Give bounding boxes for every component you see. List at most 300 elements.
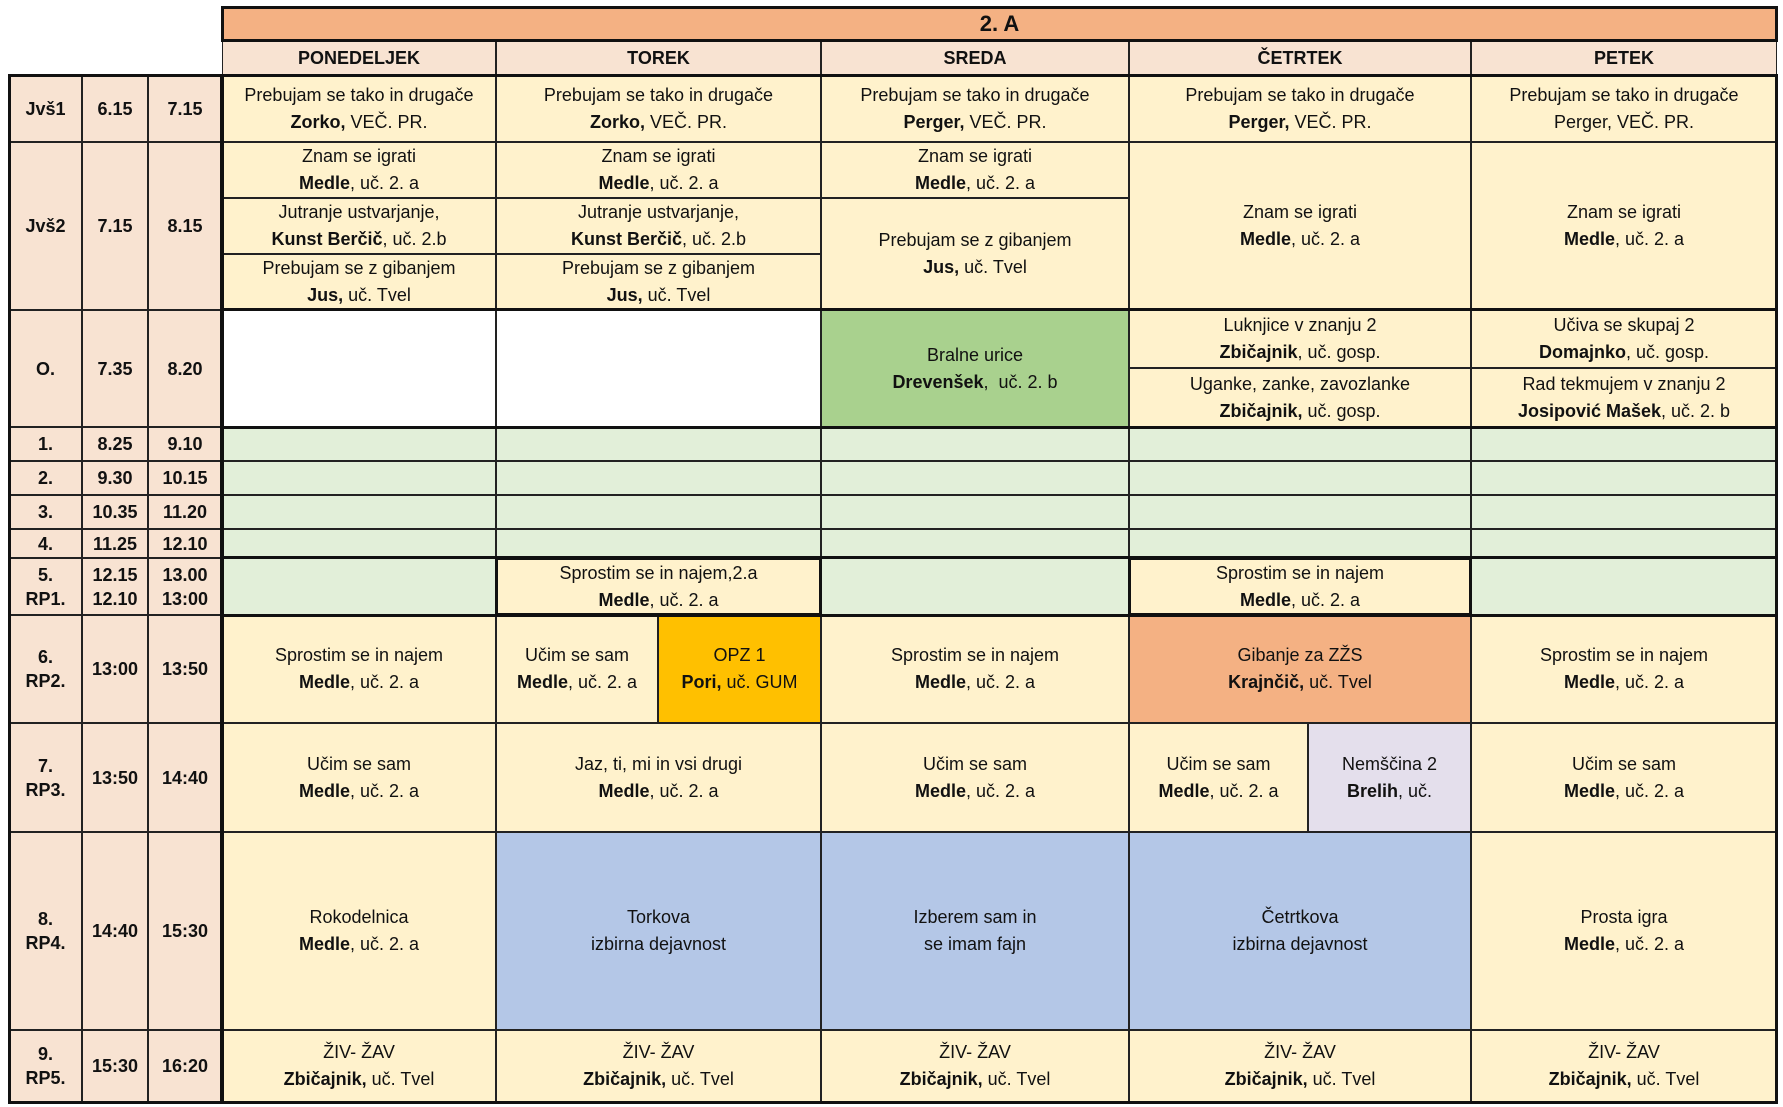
activity-teacher: [915, 669, 1035, 696]
activity-title: [307, 751, 411, 778]
activity-cell: [1129, 1030, 1471, 1102]
period-label-line: RP2.: [25, 671, 66, 691]
activity-title: [891, 642, 1059, 669]
day-header-wed: SREDA: [821, 41, 1129, 75]
empty-cell: [821, 427, 1129, 461]
empty-cell: [1471, 529, 1777, 558]
period-label-line: 2.: [37, 468, 53, 488]
activity-title: [1243, 199, 1357, 226]
period-end: 16:20: [148, 1030, 222, 1102]
activity-text: uč. Tvel: [642, 285, 711, 305]
period-start: [82, 558, 148, 615]
activity-text: VEČ. PR.: [964, 111, 1047, 132]
activity-text: , uč. 2. a: [965, 173, 1036, 193]
empty-cell: [496, 461, 821, 495]
activity-text: , uč. 2. a: [1614, 672, 1685, 692]
period-label: [9, 832, 82, 1030]
activity-title: [918, 143, 1032, 170]
activity-text: Učim se sam: [1571, 753, 1676, 774]
period-label-line: RP4.: [25, 933, 66, 953]
period-end: 13:50: [148, 615, 222, 723]
activity-teacher: [307, 282, 411, 309]
activity-cell: [222, 254, 496, 310]
teacher-name: Medle: [516, 672, 568, 692]
activity-text: VEČ. PR.: [345, 111, 428, 132]
activity-cell: [496, 254, 821, 310]
period-end: 15:30: [148, 832, 222, 1030]
activity-text: , uč. 2. a: [965, 780, 1036, 801]
teacher-name: Zorko,: [589, 111, 645, 132]
activity-text: Prebujam se z gibanjem: [262, 258, 456, 278]
activity-text: Jutranje ustvarjanje,: [577, 202, 740, 222]
activity-title: [1522, 371, 1725, 398]
activity-cell: [1129, 310, 1471, 368]
period-start: 9.30: [82, 461, 148, 495]
empty-cell: [821, 558, 1129, 615]
activity-text: Znam se igrati: [1566, 202, 1682, 222]
period-end-line: 13.00: [162, 564, 208, 585]
teacher-name: Medle: [298, 173, 350, 193]
activity-title: [939, 1039, 1011, 1066]
activity-cell: [658, 615, 821, 723]
activity-teacher: [923, 254, 1027, 281]
activity-text: , uč. 2. b: [983, 371, 1058, 392]
activity-text: , uč. 2. a: [1209, 780, 1279, 801]
empty-cell: [496, 427, 821, 461]
period-start: 8.25: [82, 427, 148, 461]
activity-text: Rad tekmujem v znanju 2: [1522, 373, 1726, 394]
empty-cell: [222, 529, 496, 558]
activity-text: , uč.: [1398, 780, 1433, 801]
teacher-name: Medle: [914, 173, 966, 193]
activity-title: [713, 642, 765, 669]
activity-title: [1237, 642, 1362, 669]
empty-cell: [1129, 495, 1471, 529]
day-header-tue: TOREK: [496, 41, 821, 75]
period-end: 14:40: [148, 723, 222, 832]
period-label: [9, 529, 82, 558]
activity-title: [1588, 1039, 1660, 1066]
activity-text: Učim se sam: [922, 753, 1027, 774]
activity-title: [1342, 751, 1437, 778]
activity-text: Prebujam se tako in drugače: [1185, 84, 1415, 105]
empty-cell: [222, 495, 496, 529]
empty-cell: [1129, 529, 1471, 558]
period-label-line: 8.: [37, 909, 53, 929]
period-end: 9.10: [148, 427, 222, 461]
activity-text: Znam se igrati: [601, 146, 716, 166]
activity-title: [262, 255, 455, 282]
activity-text: Četrtkova: [1261, 907, 1339, 927]
activity-teacher: [1564, 931, 1684, 958]
activity-text: uč. Tvel: [343, 285, 411, 305]
activity-teacher: [1564, 226, 1684, 253]
activity-text: Prebujam se tako in drugače: [244, 84, 474, 105]
activity-teacher: [903, 109, 1046, 136]
activity-title: [878, 227, 1071, 254]
teacher-name: Jus,: [307, 285, 344, 305]
period-label-line: RP1.: [25, 588, 66, 609]
activity-text: , uč. 2. a: [649, 589, 719, 610]
activity-text: Prebujam se tako in drugače: [1509, 84, 1739, 105]
activity-cell: [496, 198, 821, 254]
teacher-name: Pori,: [681, 672, 722, 692]
activity-text: Prebujam se tako in drugače: [860, 84, 1090, 105]
activity-text: , uč. 2. a: [349, 780, 420, 801]
teacher-name: Medle: [298, 672, 350, 692]
activity-text: Znam se igrati: [301, 146, 417, 166]
period-label-line: 1.: [37, 434, 53, 454]
period-label: [9, 310, 82, 427]
activity-teacher: [924, 931, 1026, 958]
empty-cell: [1471, 558, 1777, 615]
teacher-name: Medle: [1158, 780, 1210, 801]
period-label: [9, 615, 82, 723]
activity-text: Prebujam se tako in drugače: [543, 84, 774, 105]
empty-cell: [222, 427, 496, 461]
activity-title: [1580, 904, 1667, 931]
teacher-name: Zbičajnik,: [283, 1069, 367, 1089]
activity-text: uč. Tvel: [366, 1069, 435, 1089]
activity-cell: [821, 142, 1129, 198]
activity-cell: [496, 615, 658, 723]
activity-title: [1567, 199, 1681, 226]
activity-title: [1223, 312, 1376, 339]
activity-text: ŽIV- ŽAV: [939, 1042, 1011, 1062]
activity-title: [601, 143, 715, 170]
teacher-name: Jus,: [606, 285, 643, 305]
activity-teacher: [299, 669, 419, 696]
activity-text: Perger, VEČ. PR.: [1553, 111, 1695, 132]
activity-text: Bralne urice: [926, 344, 1024, 365]
teacher-name: Zbičajnik,: [899, 1069, 983, 1089]
activity-cell: [1471, 75, 1777, 142]
empty-cell: [496, 495, 821, 529]
teacher-name: Medle: [598, 589, 650, 610]
activity-cell: [496, 832, 821, 1030]
activity-teacher: [598, 778, 718, 805]
teacher-name: Kunst Berčič: [570, 229, 682, 249]
period-end: 8.15: [148, 142, 222, 310]
activity-text: , uč. 2. a: [1614, 229, 1685, 249]
activity-cell: [222, 832, 496, 1030]
activity-text: uč. gosp.: [1302, 400, 1381, 421]
activity-teacher: [1219, 339, 1380, 366]
activity-teacher: [892, 369, 1057, 396]
activity-text: izbirna dejavnost: [1232, 934, 1368, 954]
empty-cell: [1471, 495, 1777, 529]
activity-title: [1190, 371, 1410, 398]
activity-teacher: [1158, 778, 1278, 805]
activity-text: , uč. 2.b: [382, 229, 447, 249]
teacher-name: Medle: [914, 672, 966, 692]
activity-title: [578, 199, 739, 226]
activity-text: , uč. gosp.: [1297, 342, 1381, 362]
activity-teacher: [1564, 669, 1684, 696]
activity-teacher: [1228, 109, 1371, 136]
activity-title: [302, 143, 416, 170]
activity-cell: [1471, 1030, 1777, 1102]
activity-teacher: [1554, 109, 1694, 136]
activity-cell: [1129, 368, 1471, 427]
activity-title: [860, 82, 1089, 109]
period-start-line: 12.10: [92, 588, 138, 609]
period-label: [9, 461, 82, 495]
activity-text: Učim se sam: [524, 645, 629, 665]
activity-cell: [1129, 723, 1308, 832]
activity-cell: [222, 615, 496, 723]
activity-teacher: [1347, 778, 1432, 805]
activity-teacher: [1219, 398, 1380, 425]
activity-text: , uč. 2. a: [349, 672, 420, 692]
activity-cell: [1308, 723, 1471, 832]
activity-teacher: [583, 1066, 734, 1093]
period-label: [9, 1030, 82, 1102]
teacher-name: Zbičajnik,: [583, 1069, 667, 1089]
period-label-line: 6.: [37, 647, 53, 667]
period-label: [9, 75, 82, 142]
period-end: [148, 558, 222, 615]
empty-cell: [1471, 427, 1777, 461]
day-header-mon: PONEDELJEK: [222, 41, 496, 75]
activity-title: [1509, 82, 1738, 109]
activity-text: Jutranje ustvarjanje,: [278, 202, 440, 222]
class-title: 2. A: [222, 7, 1777, 41]
activity-text: Sprostim se in najem: [1215, 562, 1385, 583]
empty-cell: [496, 529, 821, 558]
activity-cell: [222, 142, 496, 198]
activity-text: Nemščina 2: [1341, 753, 1438, 774]
activity-cell: [1471, 142, 1777, 310]
activity-teacher: [1232, 931, 1367, 958]
teacher-name: Zbičajnik,: [1224, 1069, 1308, 1089]
teacher-name: Medle: [1563, 780, 1615, 801]
activity-cell: [222, 1030, 496, 1102]
activity-text: Prebujam se z gibanjem: [878, 230, 1072, 250]
activity-cell: [1471, 615, 1777, 723]
activity-teacher: [284, 1066, 435, 1093]
activity-cell: [1129, 558, 1471, 615]
activity-text: Jaz, ti, mi in vsi drugi: [574, 753, 743, 774]
activity-teacher: [1240, 226, 1360, 253]
activity-title: [1572, 751, 1676, 778]
activity-text: uč. Tvel: [959, 257, 1027, 277]
activity-cell: [1471, 832, 1777, 1030]
activity-text: Sprostim se in najem: [1539, 645, 1709, 665]
activity-title: [323, 1039, 395, 1066]
activity-title: [1185, 82, 1414, 109]
activity-text: , uč. gosp.: [1625, 342, 1710, 362]
activity-text: Rokodelnica: [309, 907, 409, 927]
teacher-name: Medle: [1563, 672, 1615, 692]
empty-cell: [222, 558, 496, 615]
activity-text: Prosta igra: [1580, 907, 1668, 927]
activity-text: Sprostim se in najem: [890, 645, 1060, 665]
activity-text: uč. Tvel: [1304, 672, 1372, 692]
activity-cell: [1129, 142, 1471, 310]
period-label: [9, 142, 82, 310]
period-label-line: 5.: [37, 564, 53, 585]
activity-teacher: [681, 669, 797, 696]
activity-title: [1264, 1039, 1336, 1066]
empty-cell: [821, 495, 1129, 529]
period-start: 15:30: [82, 1030, 148, 1102]
activity-title: [927, 342, 1023, 369]
period-start: 13:50: [82, 723, 148, 832]
period-start: 13:00: [82, 615, 148, 723]
activity-text: Prebujam se z gibanjem: [561, 258, 756, 278]
day-header-thu: ČETRTEK: [1129, 41, 1471, 75]
activity-teacher: [591, 931, 726, 958]
activity-text: Gibanje za ZŽS: [1237, 645, 1363, 665]
activity-teacher: [1228, 669, 1372, 696]
activity-title: [923, 751, 1027, 778]
teacher-name: Zbičajnik: [1219, 342, 1298, 362]
activity-text: VEČ. PR.: [1289, 111, 1372, 132]
period-end: 12.10: [148, 529, 222, 558]
teacher-name: Josipović Mašek: [1517, 400, 1662, 421]
activity-teacher: [571, 226, 746, 253]
activity-cell: [222, 723, 496, 832]
activity-text: Torkova: [626, 907, 691, 927]
teacher-name: Perger,: [1228, 111, 1290, 132]
activity-teacher: [299, 170, 419, 197]
activity-text: uč. Tvel: [1307, 1069, 1376, 1089]
activity-cell: [821, 615, 1129, 723]
activity-teacher: [915, 778, 1035, 805]
activity-title: [1216, 560, 1384, 587]
period-start: 7.15: [82, 142, 148, 310]
activity-cell: [222, 75, 496, 142]
activity-text: izbirna dejavnost: [590, 934, 727, 954]
period-end: 7.15: [148, 75, 222, 142]
activity-text: ŽIV- ŽAV: [622, 1042, 695, 1062]
activity-text: VEČ. PR.: [644, 111, 728, 132]
activity-text: Sprostim se in najem,2.a: [559, 562, 758, 583]
activity-text: , uč. 2. a: [349, 934, 420, 954]
activity-cell: [1471, 723, 1777, 832]
activity-text: , uč. 2. a: [1290, 229, 1361, 249]
activity-teacher: [1240, 587, 1360, 614]
activity-teacher: [517, 669, 637, 696]
teacher-name: Medle: [598, 780, 650, 801]
activity-text: , uč. 2. a: [567, 672, 638, 692]
activity-title: [1166, 751, 1270, 778]
empty-cell: [1471, 461, 1777, 495]
period-end-line: 13:00: [161, 588, 209, 609]
activity-title: [544, 82, 773, 109]
activity-text: uč. Tvel: [666, 1069, 734, 1089]
activity-text: ŽIV- ŽAV: [1264, 1042, 1336, 1062]
activity-cell: [222, 198, 496, 254]
period-start: 6.15: [82, 75, 148, 142]
activity-cell: [821, 1030, 1129, 1102]
activity-title: [309, 904, 408, 931]
empty-cell: [821, 529, 1129, 558]
teacher-name: Drevenšek: [892, 371, 984, 392]
activity-cell: [1129, 615, 1471, 723]
activity-text: , uč. 2. a: [965, 672, 1036, 692]
activity-title: [278, 199, 439, 226]
activity-teacher: [598, 587, 718, 614]
period-label-line: RP3.: [25, 779, 66, 800]
day-header-fri: PETEK: [1471, 41, 1777, 75]
activity-text: Luknjice v znanju 2: [1223, 315, 1377, 335]
activity-text: , uč. 2. a: [349, 173, 420, 193]
teacher-name: Medle: [1563, 229, 1615, 249]
activity-cell: [821, 832, 1129, 1030]
activity-title: [1553, 312, 1694, 339]
activity-text: ŽIV- ŽAV: [323, 1042, 395, 1062]
period-start: 10.35: [82, 495, 148, 529]
teacher-name: Zorko,: [290, 111, 346, 132]
period-end: 10.15: [148, 461, 222, 495]
activity-cell: [496, 310, 821, 427]
activity-cell: [1471, 310, 1777, 368]
activity-teacher: [1225, 1066, 1376, 1093]
teacher-name: Medle: [598, 173, 650, 193]
period-label-line: 3.: [37, 502, 53, 522]
activity-cell: [496, 1030, 821, 1102]
activity-title: [913, 904, 1036, 931]
activity-text: , uč. 2. a: [649, 173, 719, 193]
period-label: [9, 495, 82, 529]
teacher-name: Brelih: [1346, 780, 1398, 801]
activity-text: Učiva se skupaj 2: [1553, 315, 1695, 335]
period-label: [9, 558, 82, 615]
activity-title: [275, 642, 443, 669]
empty-cell: [222, 461, 496, 495]
empty-cell: [1129, 461, 1471, 495]
activity-text: , uč. 2. a: [1614, 934, 1685, 954]
teacher-name: Perger,: [903, 111, 965, 132]
activity-teacher: [1549, 1066, 1700, 1093]
period-label: [9, 723, 82, 832]
teacher-name: Medle: [914, 780, 966, 801]
activity-text: Uganke, zanke, zavozlanke: [1189, 373, 1411, 394]
period-label-line: O.: [35, 358, 55, 379]
activity-text: Znam se igrati: [917, 146, 1033, 166]
activity-text: , uč. 2. a: [1290, 589, 1361, 610]
activity-text: Znam se igrati: [1242, 202, 1358, 222]
period-label: [9, 427, 82, 461]
activity-text: Izberem sam in: [913, 907, 1037, 927]
activity-title: [627, 904, 690, 931]
period-label-line: 4.: [37, 533, 53, 554]
activity-cell: [821, 198, 1129, 310]
activity-text: se imam fajn: [923, 934, 1027, 954]
activity-text: , uč. 2. b: [1661, 400, 1731, 421]
activity-title: [244, 82, 473, 109]
period-start-line: 12.15: [92, 564, 138, 585]
activity-cell: [496, 723, 821, 832]
activity-text: ŽIV- ŽAV: [1588, 1042, 1660, 1062]
activity-title: [525, 642, 629, 669]
teacher-name: Domajnko: [1538, 342, 1626, 362]
activity-title: [559, 560, 757, 587]
teacher-name: Krajnčič,: [1228, 672, 1305, 692]
activity-teacher: [299, 931, 419, 958]
activity-cell: [821, 723, 1129, 832]
activity-teacher: [1518, 398, 1730, 425]
activity-cell: [1129, 832, 1471, 1030]
period-label-line: Jvš2: [25, 216, 66, 236]
teacher-name: Kunst Berčič: [271, 229, 383, 249]
teacher-name: Zbičajnik,: [1219, 400, 1303, 421]
empty-cell: [1129, 427, 1471, 461]
activity-cell: [821, 75, 1129, 142]
teacher-name: Medle: [298, 780, 350, 801]
